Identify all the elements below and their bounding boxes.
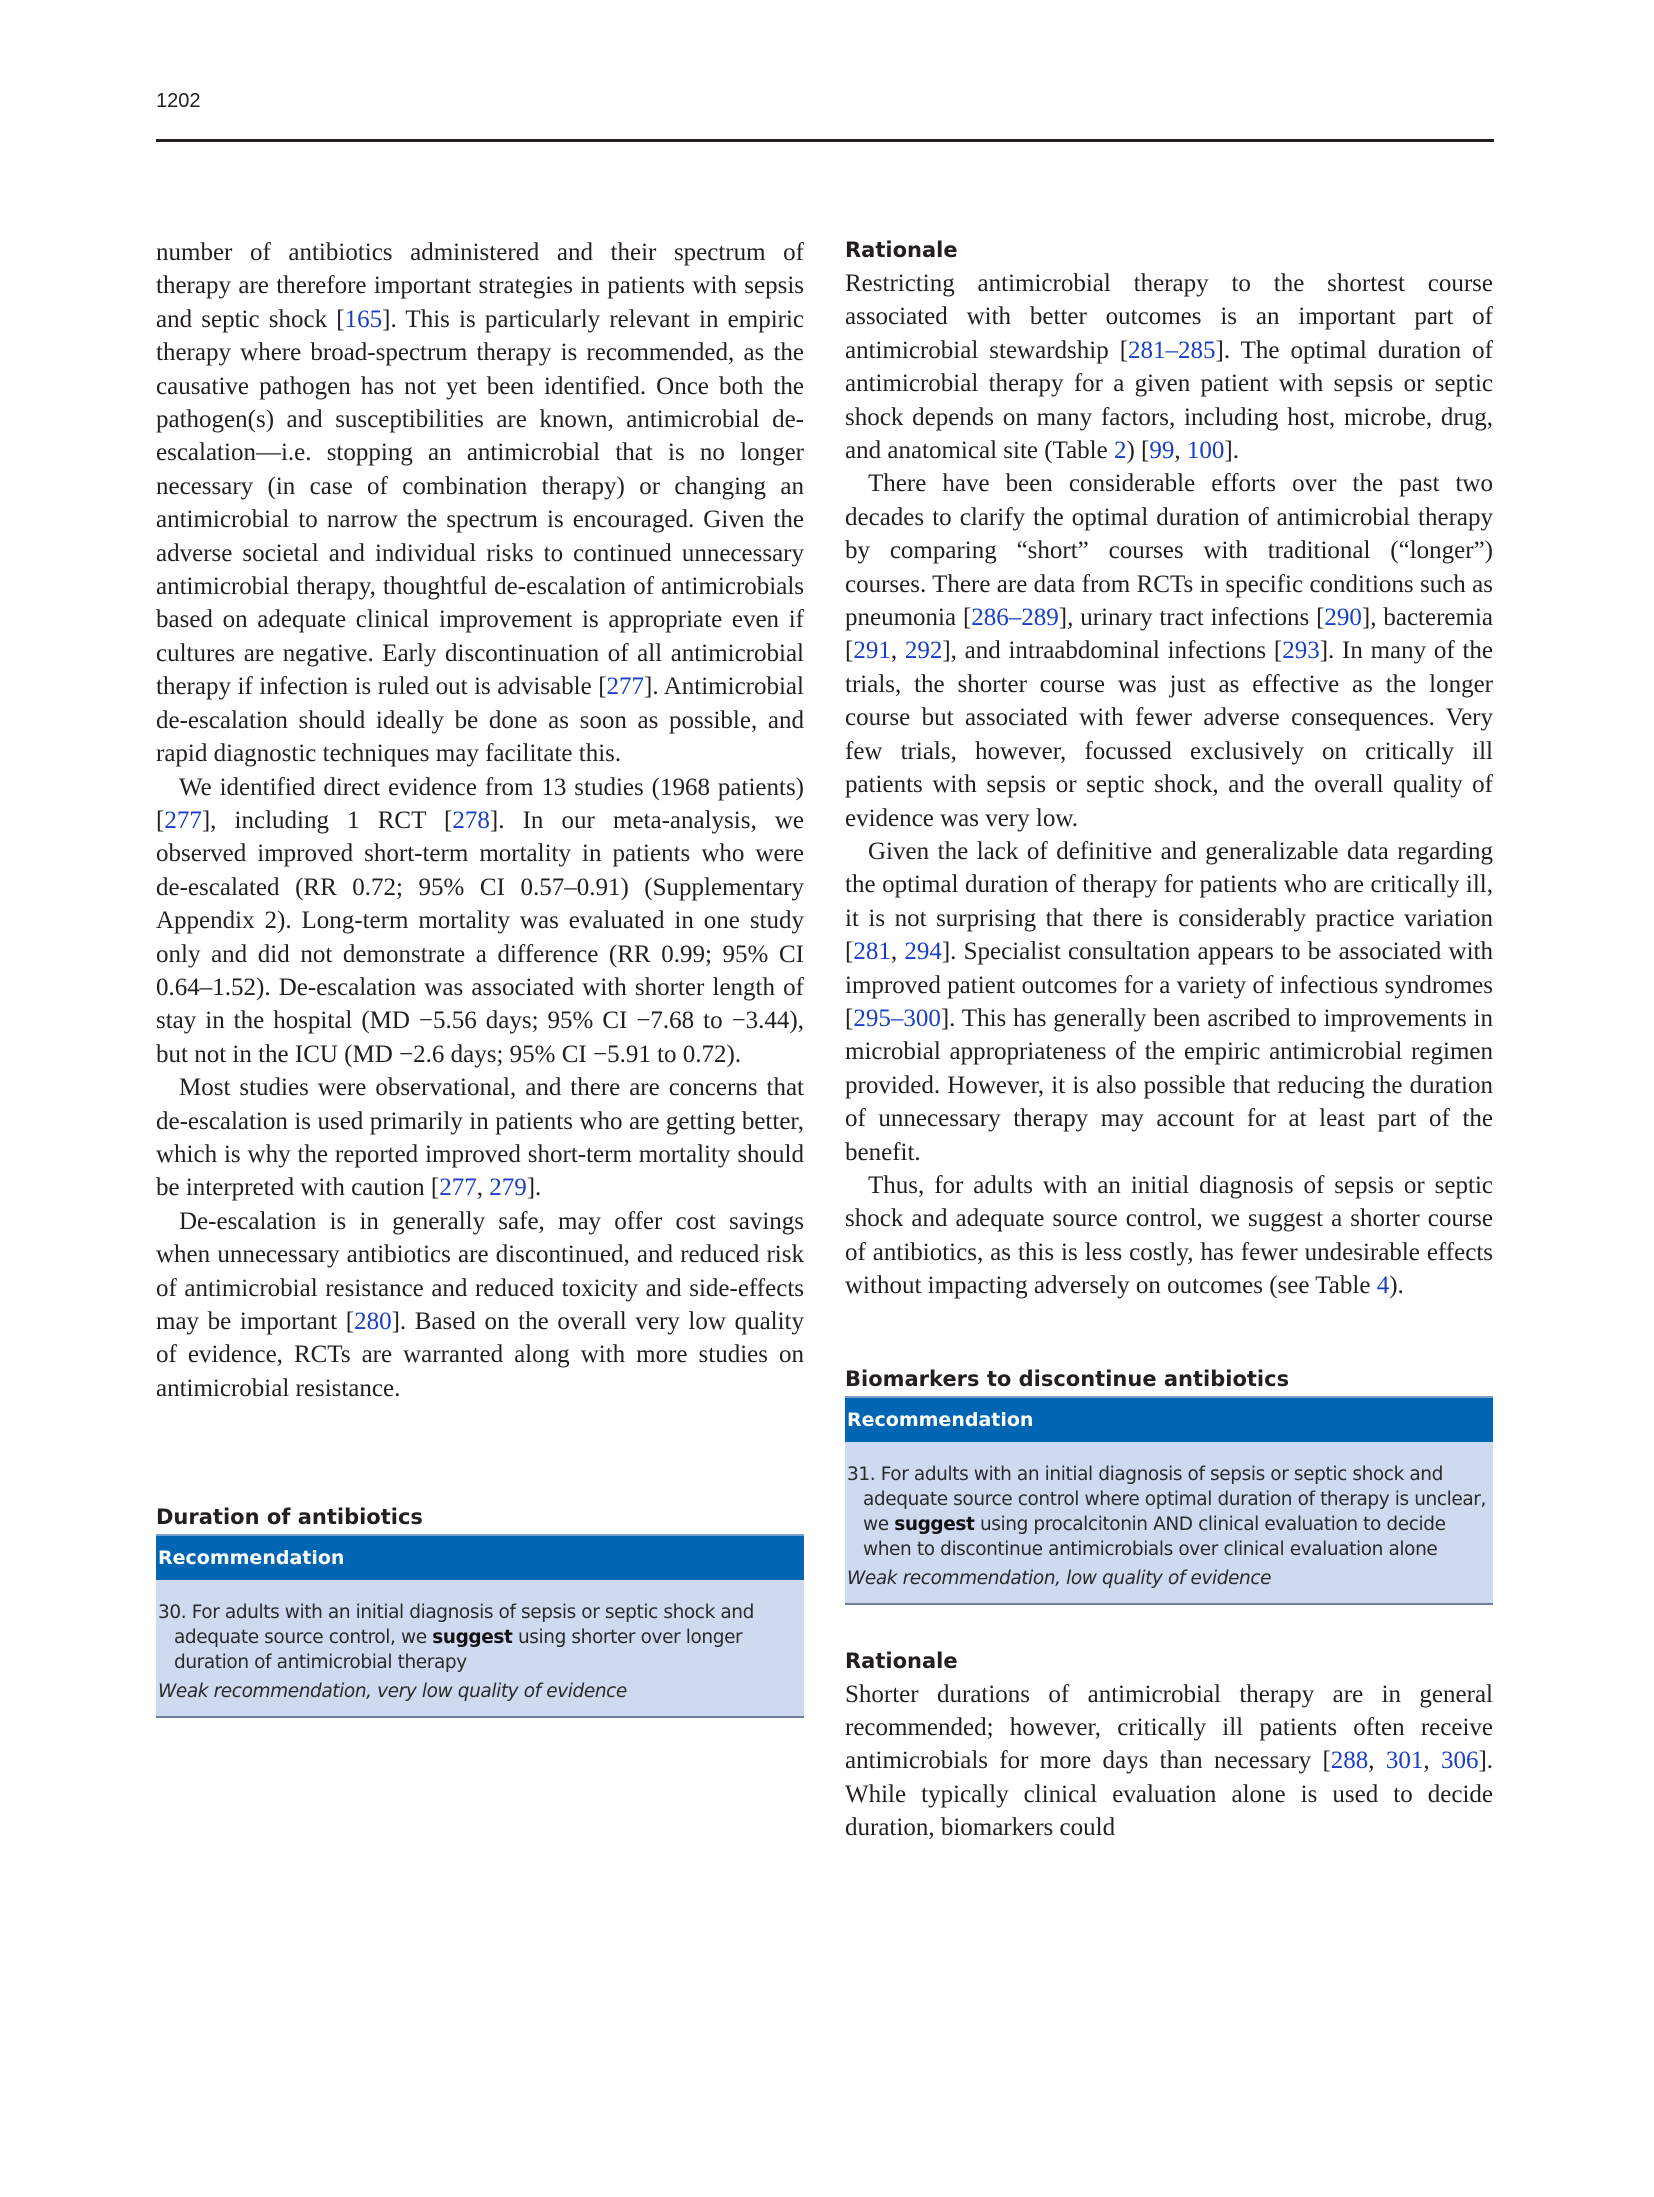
text-run: ], bacteremia [ bbox=[845, 604, 1494, 665]
citation-link[interactable]: 290 bbox=[1324, 604, 1362, 632]
recommendation-header: Recommendation bbox=[845, 1396, 1493, 1442]
text-run: ]. While typically clinical evaluation alone is used to decide duration, biomarkers could bbox=[845, 1747, 1494, 1842]
recommendation-grade: Weak recommendation, low quality of evidence bbox=[847, 1567, 1272, 1589]
citation-link[interactable]: 292 bbox=[904, 637, 943, 665]
paragraph bbox=[845, 835, 1493, 1169]
citation-link[interactable]: 294 bbox=[904, 938, 942, 966]
biomarkers-section bbox=[845, 1365, 1493, 1605]
recommendation-body bbox=[845, 1442, 1493, 1605]
section-heading: Rationale bbox=[845, 1648, 958, 1673]
text-run: using procalcitonin AND clinical evaluation to decide when to discontinue antimicrobials over clinical evaluation alone bbox=[863, 1513, 1446, 1560]
text-run: ) [ bbox=[1126, 437, 1150, 465]
table-link[interactable]: 2 bbox=[1113, 437, 1127, 465]
text-run: ]. Antimicrobial de-escalation should ideally be done as soon as possible, and rapid diagnostic techniques may facilitate this. bbox=[156, 673, 804, 768]
recommendation-grade: Weak recommendation, very low quality of evidence bbox=[158, 1681, 627, 1703]
paragraph bbox=[845, 267, 1493, 467]
citation-link[interactable]: 281–285 bbox=[1128, 336, 1216, 364]
citation-link[interactable]: 291 bbox=[853, 637, 891, 665]
duration-section bbox=[156, 1503, 804, 1718]
citation-link[interactable]: 288 bbox=[1330, 1747, 1369, 1775]
text-run: ], urinary tract infections [ bbox=[1058, 604, 1325, 632]
emphasis: suggest bbox=[894, 1513, 975, 1535]
recommendation-text bbox=[158, 1600, 798, 1675]
citation-link[interactable]: 277 bbox=[606, 673, 645, 701]
citation-link[interactable]: 99 bbox=[1149, 437, 1175, 465]
paragraph bbox=[156, 236, 804, 771]
text-run: 31. For adults with an initial diagnosis of sepsis or septic shock and adequate source control where optimal duration of therapy is unclear, we bbox=[847, 1463, 1486, 1535]
citation-link[interactable]: 295–300 bbox=[853, 1004, 941, 1032]
text-run: number of antibiotics administered and their spectrum of therapy are therefore important strategies in patients with sepsis and septic shock [ bbox=[156, 239, 804, 333]
citation-link[interactable]: 100 bbox=[1186, 437, 1225, 465]
citation-link[interactable]: 301 bbox=[1385, 1747, 1424, 1775]
text-run: ). bbox=[1389, 1272, 1404, 1300]
right-column bbox=[845, 236, 1493, 1845]
text-run: ], and intraabdominal infections [ bbox=[942, 637, 1283, 665]
recommendation-text bbox=[847, 1462, 1487, 1562]
citation-link[interactable]: 277 bbox=[164, 806, 202, 834]
text-run: , bbox=[1423, 1747, 1441, 1775]
text-run: De-escalation is in generally safe, may offer cost savings when unnecessary antibiotics are discontinued, and reduced risk of antimicrobial resistance and reduced toxicity and side-effects may be important [ bbox=[156, 1207, 804, 1335]
paragraph bbox=[156, 1071, 804, 1205]
text-run: , bbox=[1174, 437, 1187, 465]
text-run: using shorter over longer duration of antimicrobial therapy bbox=[174, 1627, 743, 1674]
text-run: Shorter durations of antimicrobial therapy are in general recommended; however, critically ill patients often receive antimicrobials for more days than necessary [ bbox=[845, 1680, 1493, 1775]
text-run: There have been considerable efforts over the past two decades to clarify the optimal duration of antimicrobial therapy by comparing “short” courses with traditional (“longer”) courses. There are data from RCTs in specific conditions such as pneumonia [ bbox=[845, 470, 1493, 632]
text-run: Restricting antimicrobial therapy to the shortest course associated with better outcomes is an important part of antimicrobial stewardship [ bbox=[845, 270, 1493, 364]
citation-link[interactable]: 279 bbox=[489, 1174, 527, 1202]
left-body-text bbox=[156, 236, 804, 1405]
text-run: ]. The optimal duration of antimicrobial therapy for a given patient with sepsis or septic shock depends on many factors, including host, microbe, drug, and anatomical site (Table bbox=[845, 336, 1493, 465]
text-run: ]. This has generally been ascribed to improvements in microbial appropriateness of the empiric antimicrobial regimen provided. However, it is also possible that reducing the duration of unnecessary therapy may account for at least part of the benefit. bbox=[845, 1004, 1493, 1166]
text-run: 30. For adults with an initial diagnosis of sepsis or septic shock and adequate source control, we bbox=[158, 1602, 754, 1649]
text-run: ], including 1 RCT [ bbox=[201, 806, 453, 834]
emphasis: suggest bbox=[432, 1627, 513, 1649]
text-run: , bbox=[476, 1174, 490, 1202]
citation-link[interactable]: 277 bbox=[439, 1174, 477, 1202]
recommendation-box bbox=[156, 1534, 804, 1718]
rationale-body-text bbox=[845, 1678, 1493, 1845]
paragraph bbox=[156, 1205, 804, 1405]
text-run: Most studies were observational, and there are concerns that de-escalation is used primarily in patients who are getting better, which is why the reported improved short-term mortality should be interpreted with caution [ bbox=[156, 1074, 804, 1202]
text-run: , bbox=[890, 637, 905, 665]
paragraph bbox=[845, 1678, 1493, 1845]
rationale-body-text bbox=[845, 267, 1493, 1303]
paragraph bbox=[845, 1169, 1493, 1303]
citation-link[interactable]: 281 bbox=[853, 938, 891, 966]
text-run: ]. In our meta-analysis, we observed improved short-term mortality in patients who were de-escalated (RR 0.72; 95% CI 0.57–0.91) (Supplementary Appendix 2). Long-term mortality was evaluated in one study only and did not demonstrate a difference (RR 0.99; 95% CI 0.64–1.52). De-escalation was associated with shorter length of stay in the hospital (MD −5.56 days; 95% CI −7.68 to −3.44), but not in the ICU (MD −2.6 days; 95% CI −5.91 to 0.72). bbox=[156, 806, 804, 1068]
citation-link[interactable]: 286–289 bbox=[971, 604, 1059, 632]
text-run: Given the lack of definitive and generalizable data regarding the optimal duration of therapy for patients who are critically ill, it is not surprising that there is considerably practice variation [ bbox=[845, 837, 1493, 966]
recommendation-body bbox=[156, 1580, 804, 1718]
text-run: , bbox=[1368, 1747, 1386, 1775]
paragraph bbox=[845, 467, 1493, 834]
text-run: Thus, for adults with an initial diagnosis of sepsis or septic shock and adequate source control, we suggest a shorter course of antibiotics, as this is less costly, has fewer undesirable effects without impacting adversely on outcomes (see Table bbox=[845, 1171, 1493, 1300]
citation-link[interactable]: 306 bbox=[1440, 1747, 1479, 1775]
header-rule bbox=[156, 139, 1494, 142]
text-run: ]. In many of the trials, the shorter course was just as effective as the longer course but associated with fewer adverse consequences. Very few trials, however, focussed exclusively on critically ill patients with sepsis or septic shock, and the overall quality of evidence was very low. bbox=[845, 637, 1493, 832]
text-run: ]. Based on the overall very low quality of evidence, RCTs are warranted along with more studies on antimicrobial resistance. bbox=[156, 1308, 804, 1402]
page-number: 1202 bbox=[156, 90, 201, 112]
citation-link[interactable]: 165 bbox=[344, 305, 383, 333]
section-heading: Duration of antibiotics bbox=[156, 1505, 423, 1530]
citation-link[interactable]: 280 bbox=[354, 1308, 392, 1335]
section-heading: Rationale bbox=[845, 238, 958, 262]
paragraph bbox=[156, 771, 804, 1072]
left-column bbox=[156, 236, 804, 1718]
text-run: ]. Specialist consultation appears to be associated with improved patient outcomes for a variety of infectious syndromes [ bbox=[845, 938, 1493, 1032]
citation-link[interactable]: 278 bbox=[452, 806, 490, 834]
text-run: , bbox=[890, 938, 905, 966]
section-heading: Biomarkers to discontinue antibiotics bbox=[845, 1366, 1290, 1391]
text-run: ]. bbox=[526, 1174, 542, 1202]
text-run: ]. bbox=[1224, 437, 1239, 465]
rationale-section-2 bbox=[845, 1647, 1493, 1845]
table-link[interactable]: 4 bbox=[1376, 1272, 1390, 1300]
text-run: We identified direct evidence from 13 studies (1968 patients) [ bbox=[156, 773, 804, 834]
citation-link[interactable]: 293 bbox=[1282, 637, 1320, 665]
recommendation-header: Recommendation bbox=[156, 1534, 804, 1580]
text-run: ]. This is particularly relevant in empiric therapy where broad-spectrum therapy is recommended, as the causative pathogen has not yet been identified. Once both the pathogen(s) and susceptibilities are known, antimicrobial de-escalation—i.e. stopping an antimicrobial that is no longer necessary (in case of combination therapy) or changing an antimicrobial to narrow the spectrum is encouraged. Given the adverse societal and individual risks to continued unnecessary antimicrobial therapy, thoughtful de-escalation of antimicrobials based on adequate clinical improvement is appropriate even if cultures are negative. Early discontinuation of all antimicrobial therapy if infection is ruled out is advisable [ bbox=[156, 305, 805, 701]
recommendation-box bbox=[845, 1396, 1493, 1605]
